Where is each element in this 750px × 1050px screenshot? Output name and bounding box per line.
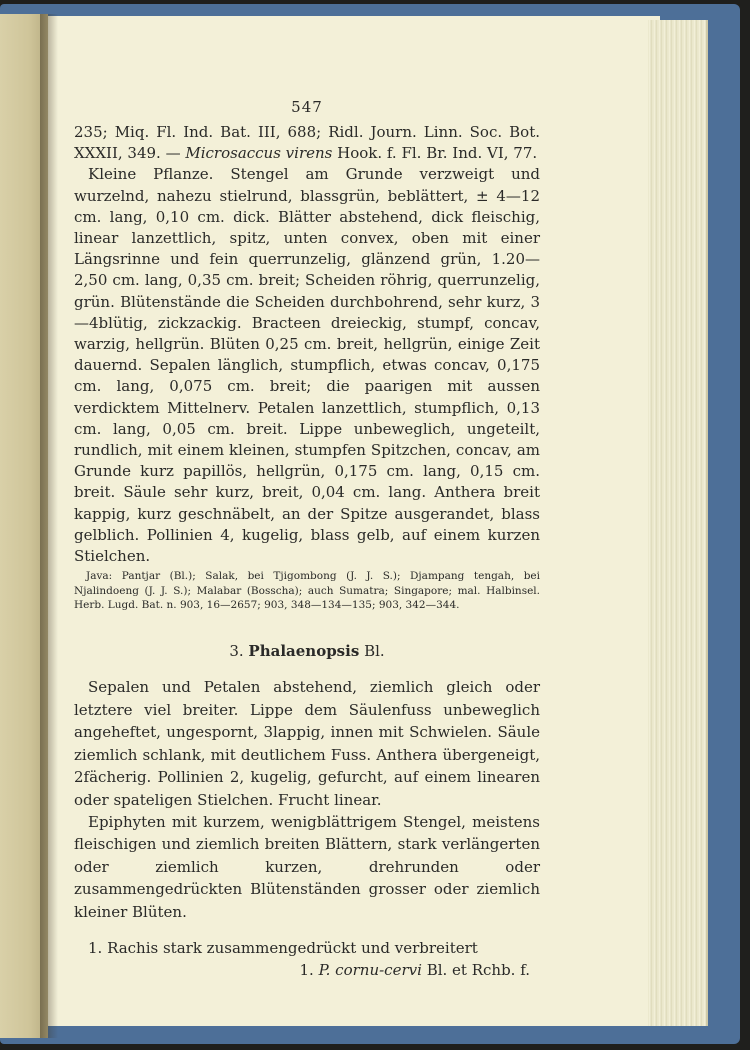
localities-note: Java: Pantjar (Bl.); Salak, bei Tjigombong (J. J. S.); Djampang tengah, bei Njalindoeng (J. J. S.); Malabar (Bosscha); auch Sumatra; Singapore; mal. Halbinsel. Herb. Lugd. Bat. n. 903, 16—2657; 903, 348—134—135; 903, 342—344. (74, 570, 540, 612)
page-text (74, 98, 540, 981)
genus-name: Phalaenopsis (248, 642, 360, 661)
citation-tail: Hook. f. Fl. Br. Ind. VI, 77. (332, 144, 538, 163)
key-result-number: 1. (299, 960, 314, 979)
page-block-edge (648, 20, 708, 1026)
genus-author: Bl. (364, 642, 385, 661)
genus-number: 3. (229, 642, 244, 661)
citation-text: 235; Miq. Fl. Ind. Bat. III, 688; Ridl. Journ. Linn. Soc. Bot. XXXII, 349. — (74, 123, 540, 163)
genus-description: Sepalen und Petalen abstehend, ziemlich gleich oder letztere viel breiter. Lippe dem Säulenfuss unbeweglich angeheftet, ungespornt, 3lappig, innen mit Schwielen. Säule ziemlich schlank, mit deutlichem Fuss. Anthera übergeneigt, 2fächerig. Pollinien 2, kugelig, gefurcht, auf einem linearen oder spateligen Stielchen. Frucht linear. (74, 678, 540, 809)
key-line: 1. Rachis stark zusammengedrückt und verbreitert (88, 938, 478, 957)
genus-habit: Epiphyten mit kurzem, wenigblättrigem Stengel, meistens fleischigen und ziemlich breiten Blättern, stark verlängerten oder ziemlich kurzen, drehrunden oder zusammengedrückten Blütenständen grosser oder ziemlich kleiner Blüten. (74, 812, 540, 921)
page-number: 547 (291, 98, 323, 116)
genus-heading (74, 642, 540, 660)
species-description: Kleine Pflanze. Stengel am Grunde verzweigt und wurzelnd, nahezu stielrund, blassgrün, beblättert, ± 4—12 cm. lang, 0,10 cm. dick. Blätter abstehend, dick fleischig, linear lanzettlich, spitz, unten convex, oben mit einer Längsrinne und fein querrunzelig, glänzend grün, 1.20—2,50 cm. lang, 0,35 cm. breit; Scheiden röhrig, querrunzelig, grün. Blütenstände die Scheiden durchbohrend, sehr kurz, 3—4blütig, zickzackig. Bracteen dreieckig, stumpf, concav, warzig, hellgrün. Blüten 0,25 cm. breit, hellgrün, einige Zeit dauernd. Sepalen länglich, stumpflich, etwas concav, 0,175 cm. lang, 0,075 cm. breit; die paarigen mit aussen verdicktem Mittelnerv. Petalen lanzettlich, stumpflich, 0,13 cm. lang, 0,05 cm. breit. Lippe unbeweglich, ungeteilt, rundlich, mit einem kleinen, stumpfen Spitzchen, concav, am Grunde kurz papillös, hellgrün, 0,175 cm. lang, 0,15 cm. breit. Säule sehr kurz, breit, 0,04 cm. lang. Anthera breit kappig, kurz geschnäbelt, an der Spitze ausgerandet, blass gelblich. Pollinien 4, kugelig, blass gelb, auf einem kurzen Stielchen. (74, 165, 540, 566)
book-gutter (40, 14, 58, 1038)
citation-synonym: Microsaccus virens (185, 144, 333, 163)
key-result (74, 959, 540, 981)
citation-paragraph (74, 122, 540, 164)
key-result-species: P. cornu-cervi (318, 960, 422, 979)
key-result-author: Bl. et Rchb. f. (426, 960, 530, 979)
